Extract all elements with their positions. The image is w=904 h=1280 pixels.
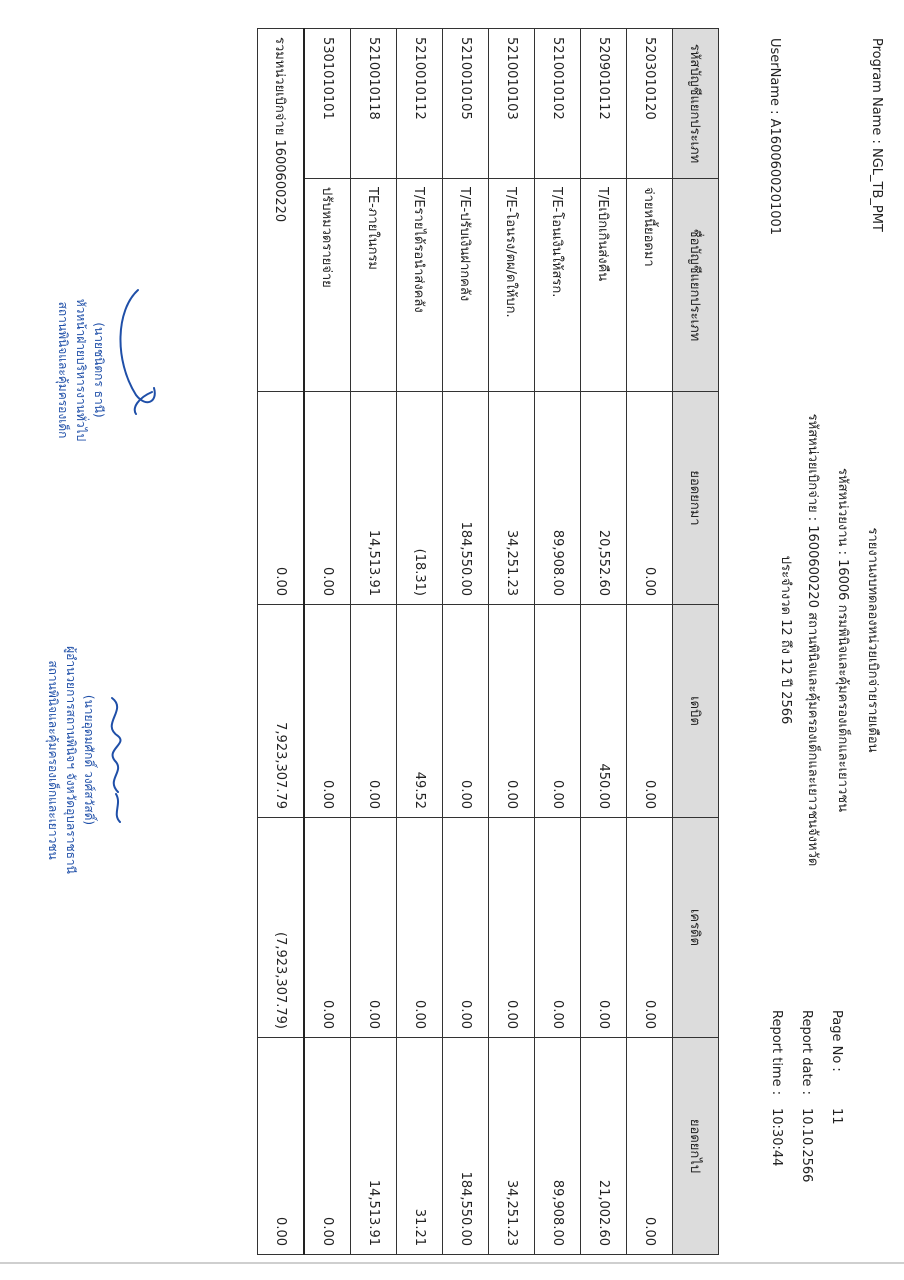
table-row xyxy=(489,29,535,1255)
account-name: ปรับหมวดรายจ่าย xyxy=(304,179,351,392)
total-label: รวมหน่วยเบิกจ่าย 1600600220 xyxy=(258,29,305,392)
credit: 0.00 xyxy=(443,818,489,1038)
account-code: 5210010105 xyxy=(443,29,489,179)
credit: 0.00 xyxy=(627,818,673,1038)
table-row xyxy=(351,29,397,1255)
account-name: TE-ภายในกรม xyxy=(351,179,397,392)
table-header-row xyxy=(673,29,719,1255)
credit: 0.00 xyxy=(489,818,535,1038)
username: UserName : A1600600201001 xyxy=(767,38,782,236)
account-name: T/Eรายได้รอนำส่งคลัง xyxy=(397,179,443,392)
signature-left-name: (นายชนิตกร ธานี) xyxy=(92,322,106,418)
total-credit: (7,923,307.79) xyxy=(258,818,305,1038)
carried-forward: 89,908.00 xyxy=(535,1038,581,1255)
account-name: T/E-ปรับเงินฝากคลัง xyxy=(443,179,489,392)
account-code: 5301010101 xyxy=(304,29,351,179)
table-row xyxy=(443,29,489,1255)
account-name: T/Eเบิกเกินส่งคืน xyxy=(581,179,627,392)
credit: 0.00 xyxy=(581,818,627,1038)
credit: 0.00 xyxy=(304,818,351,1038)
carried-forward: 21,002.60 xyxy=(581,1038,627,1255)
column-header-credit: เครดิต xyxy=(673,818,719,1038)
agency-line: รหัสหน่วยงาน : 16006 กรมพินิจและคุ้มครองเด็กและเยาวชน xyxy=(835,468,850,812)
table-row xyxy=(304,29,351,1255)
signature-left-office: สถานพินิจและคุ้มครองเด็ก xyxy=(56,301,70,439)
table-row xyxy=(535,29,581,1255)
signature-right-title: ผู้อำนวยการสถานพินิจฯ จังหวัดอุบลราชธานี xyxy=(64,646,78,874)
disbursement-unit-line: รหัสหน่วยเบิกจ่าย : 1600600220 สถานพินิจและคุ้มครองเด็กและเยาวชนจังหวัด xyxy=(805,413,820,867)
page-no-value: 11 xyxy=(829,1108,844,1125)
credit: 0.00 xyxy=(351,818,397,1038)
scan-edge-line xyxy=(0,1262,904,1264)
brought-forward: 34,251.23 xyxy=(489,392,535,605)
carried-forward: 14,513.91 xyxy=(351,1038,397,1255)
total-brought-forward: 0.00 xyxy=(258,392,305,605)
carried-forward: 0.00 xyxy=(304,1038,351,1255)
debit: 450.00 xyxy=(581,605,627,818)
brought-forward: 0.00 xyxy=(627,392,673,605)
debit: 49.52 xyxy=(397,605,443,818)
signature-right-name: (นายอุดมศักดิ์ วงศ์สวัสดิ์) xyxy=(82,694,96,826)
report-time-label: Report time : xyxy=(769,1010,784,1096)
account-code: 5210010118 xyxy=(351,29,397,179)
account-code: 5210010102 xyxy=(535,29,581,179)
account-code: 5210010103 xyxy=(489,29,535,179)
brought-forward: 20,552.60 xyxy=(581,392,627,605)
total-row xyxy=(258,29,305,1255)
account-name: จ่ายหนี้ยอดมา xyxy=(627,179,673,392)
debit: 0.00 xyxy=(489,605,535,818)
credit: 0.00 xyxy=(535,818,581,1038)
report-title: รายงานงบทดลองหน่วยเบิกจ่ายรายเดือน xyxy=(865,527,880,753)
brought-forward: 89,908.00 xyxy=(535,392,581,605)
brought-forward: 184,550.00 xyxy=(443,392,489,605)
column-header-account-code: รหัสบัญชีแยกประเภท xyxy=(673,29,719,179)
page-no-label: Page No : xyxy=(829,1010,844,1072)
column-header-account-name: ชื่อบัญชีแยกประเภท xyxy=(673,179,719,392)
signature-right-office: สถานพินิจและคุ้มครองเด็กและเยาวชน xyxy=(46,660,60,860)
brought-forward: 14,513.91 xyxy=(351,392,397,605)
debit: 0.00 xyxy=(443,605,489,818)
debit: 0.00 xyxy=(627,605,673,818)
report-date-value: 10.10.2566 xyxy=(799,1108,814,1183)
debit: 0.00 xyxy=(304,605,351,818)
carried-forward: 31.21 xyxy=(397,1038,443,1255)
account-name: T/E-โอนเงินให้สรก. xyxy=(535,179,581,392)
account-code: 5210010112 xyxy=(397,29,443,179)
credit: 0.00 xyxy=(397,818,443,1038)
carried-forward: 0.00 xyxy=(627,1038,673,1255)
report-time-value: 10:30:44 xyxy=(769,1108,784,1167)
column-header-carried-forward: ยอดยกไป xyxy=(673,1038,719,1255)
brought-forward: (18.31) xyxy=(397,392,443,605)
total-debit: 7,923,307.79 xyxy=(258,605,305,818)
program-name: Program Name : NGL_TB_PMT xyxy=(869,38,884,232)
period-line: ประจำงวด 12 ถึง 12 ปี 2566 xyxy=(778,555,793,725)
carried-forward: 184,550.00 xyxy=(443,1038,489,1255)
signature-left-title: หัวหน้าฝ่ายบริหารงานทั่วไป xyxy=(74,298,88,442)
table-row xyxy=(627,29,673,1255)
account-code: 5209010112 xyxy=(581,29,627,179)
debit: 0.00 xyxy=(535,605,581,818)
brought-forward: 0.00 xyxy=(304,392,351,605)
column-header-brought-forward: ยอดยกมา xyxy=(673,392,719,605)
table-row xyxy=(397,29,443,1255)
column-header-debit: เดบิต xyxy=(673,605,719,818)
total-carried-forward: 0.00 xyxy=(258,1038,305,1255)
account-name: T/E-โอนรง/ตผ/ดให้บก. xyxy=(489,179,535,392)
table-row xyxy=(581,29,627,1255)
signature-right-handwriting xyxy=(94,690,134,830)
debit: 0.00 xyxy=(351,605,397,818)
report-date-label: Report date : xyxy=(799,1010,814,1096)
trial-balance-table xyxy=(257,28,719,1255)
signature-left-handwriting xyxy=(106,280,176,420)
carried-forward: 34,251.23 xyxy=(489,1038,535,1255)
account-code: 5203010120 xyxy=(627,29,673,179)
